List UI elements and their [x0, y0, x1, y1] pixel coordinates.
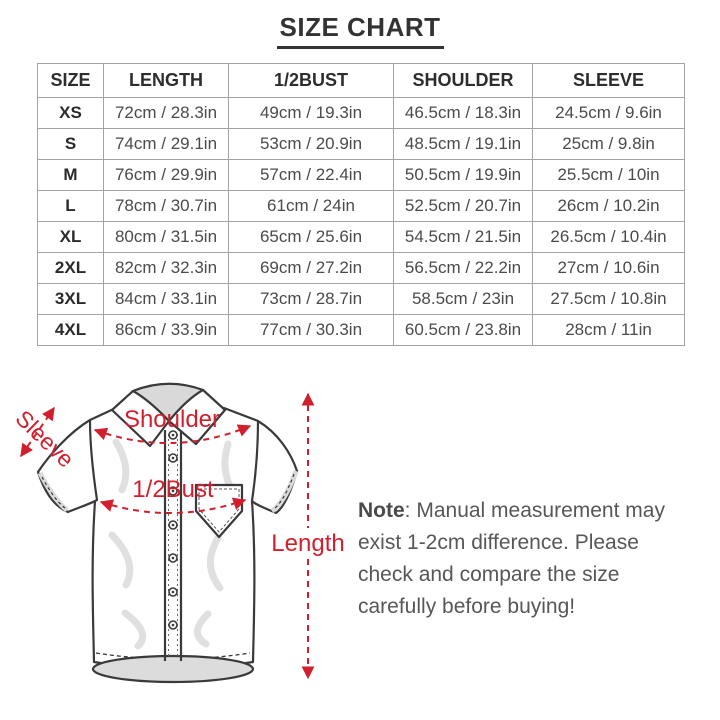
header-length: LENGTH [104, 64, 229, 98]
bust-value: 65cm / 25.6in [229, 222, 394, 253]
table-header-row [38, 64, 685, 98]
length-value: 76cm / 29.9in [104, 160, 229, 191]
table-row [38, 129, 685, 160]
sleeve-value: 27cm / 10.6in [533, 253, 685, 284]
bust-value: 61cm / 24in [229, 191, 394, 222]
page-title: SIZE CHART [277, 12, 444, 49]
size-label: 4XL [38, 315, 104, 346]
bust-value: 69cm / 27.2in [229, 253, 394, 284]
bust-value: 77cm / 30.3in [229, 315, 394, 346]
length-value: 86cm / 33.9in [104, 315, 229, 346]
bust-value: 57cm / 22.4in [229, 160, 394, 191]
shoulder-label: Shoulder [123, 406, 221, 433]
length-value: 84cm / 33.1in [104, 284, 229, 315]
hem [93, 656, 253, 682]
shoulder-value: 54.5cm / 21.5in [394, 222, 533, 253]
table-row [38, 253, 685, 284]
bust-value: 49cm / 19.3in [229, 98, 394, 129]
table-row [38, 315, 685, 346]
size-label: XL [38, 222, 104, 253]
size-label: 2XL [38, 253, 104, 284]
measurement-note [358, 495, 676, 623]
sleeve-value: 26cm / 10.2in [533, 191, 685, 222]
header-sleeve: SLEEVE [533, 64, 685, 98]
table-row [38, 98, 685, 129]
note-label: Note [358, 499, 405, 522]
header-shoulder: SHOULDER [394, 64, 533, 98]
length-value: 72cm / 28.3in [104, 98, 229, 129]
sleeve-value: 27.5cm / 10.8in [533, 284, 685, 315]
length-value: 74cm / 29.1in [104, 129, 229, 160]
size-table [37, 63, 685, 346]
sleeve-value: 28cm / 11in [533, 315, 685, 346]
length-value: 80cm / 31.5in [104, 222, 229, 253]
sleeve-value: 26.5cm / 10.4in [533, 222, 685, 253]
length-value: 82cm / 32.3in [104, 253, 229, 284]
table-row [38, 284, 685, 315]
table-row [38, 191, 685, 222]
note-text: : Manual measurement may exist 1-2cm difference. Please check and compare the size carefully before buying! [358, 499, 665, 618]
shoulder-value: 56.5cm / 22.2in [394, 253, 533, 284]
shoulder-value: 60.5cm / 23.8in [394, 315, 533, 346]
bust-value: 73cm / 28.7in [229, 284, 394, 315]
bust-value: 53cm / 20.9in [229, 129, 394, 160]
sleeve-value: 24.5cm / 9.6in [533, 98, 685, 129]
size-label: L [38, 191, 104, 222]
sleeve-value: 25cm / 9.8in [533, 129, 685, 160]
table-row [38, 160, 685, 191]
size-label: S [38, 129, 104, 160]
size-label: XS [38, 98, 104, 129]
header-size: SIZE [38, 64, 104, 98]
shoulder-value: 48.5cm / 19.1in [394, 129, 533, 160]
table-row [38, 222, 685, 253]
length-label: Length [271, 530, 345, 557]
bust-label: 1/2Bust [132, 476, 214, 503]
sleeve-label: Sleeve [10, 404, 80, 473]
shoulder-value: 52.5cm / 20.7in [394, 191, 533, 222]
page-title-row [0, 12, 720, 49]
right-sleeve [252, 421, 297, 513]
shoulder-value: 58.5cm / 23in [394, 284, 533, 315]
shirt-measurement-diagram [0, 370, 350, 720]
size-label: 3XL [38, 284, 104, 315]
header-bust: 1/2BUST [229, 64, 394, 98]
sleeve-value: 25.5cm / 10in [533, 160, 685, 191]
shoulder-value: 50.5cm / 19.9in [394, 160, 533, 191]
size-label: M [38, 160, 104, 191]
length-value: 78cm / 30.7in [104, 191, 229, 222]
shoulder-value: 46.5cm / 18.3in [394, 98, 533, 129]
